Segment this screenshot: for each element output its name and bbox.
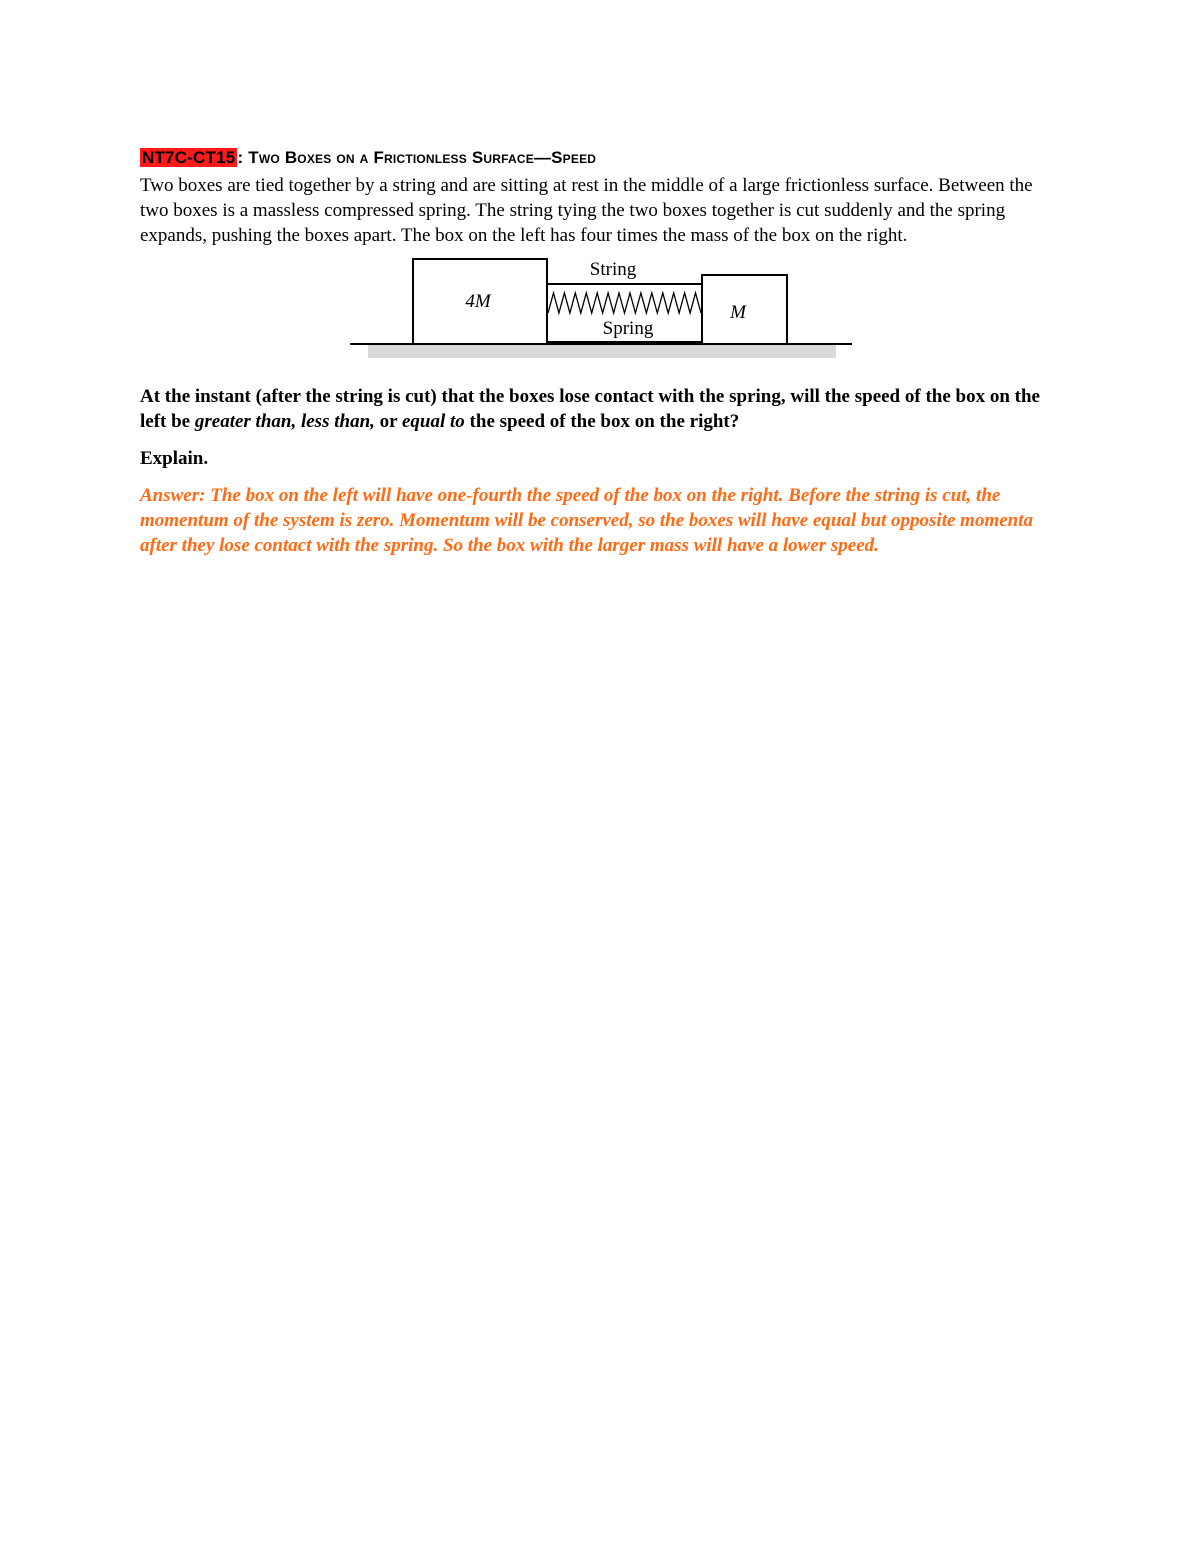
question-option1: greater than, less than, (194, 411, 375, 432)
problem-code: NT7C-CT15 (142, 148, 236, 167)
compressed-spring (548, 293, 701, 313)
explain-prompt: Explain. (140, 448, 209, 469)
question-part3: the speed of the box on the right? (464, 411, 740, 432)
spring-label: Spring (602, 318, 654, 339)
ground-shadow (368, 344, 836, 358)
right-box-label: M (730, 302, 746, 323)
problem-statement: Two boxes are tied together by a string and are sitting at rest in the middle of a large frictionless surface. Between the two boxes is a massless compressed spring. The string tying the two boxes together is cut suddenly and the spring expands, pushing the boxes apart. The box on the left has four times the mass of the box on the right. (140, 175, 1033, 246)
boxes-diagram-svg (140, 252, 1060, 362)
problem-title (140, 145, 1060, 171)
answer-text: Answer: The box on the left will have one-fourth the speed of the box on the right. Before the string is cut, the momentum of the system is zero. Momentum will be conserved, so the boxes will have equal but opposite momenta after they lose contact with the spring. So the box with the larger mass will have a lower speed. (140, 485, 1034, 556)
problem-title-text: Two Boxes on a Frictionless Surface—Speed (248, 148, 597, 167)
question-text (140, 384, 1060, 434)
document-page (140, 145, 1060, 558)
question-part2: or (374, 411, 402, 432)
left-box-label: 4M (465, 291, 491, 312)
question-option2: equal to (401, 411, 465, 432)
string-label: String (589, 259, 637, 280)
title-separator: : (237, 148, 244, 167)
boxes-diagram (140, 252, 1060, 362)
question-part1: At the instant (after the string is cut) that the boxes lose contact with the spring, will the speed of the box on the left be (140, 386, 1040, 432)
